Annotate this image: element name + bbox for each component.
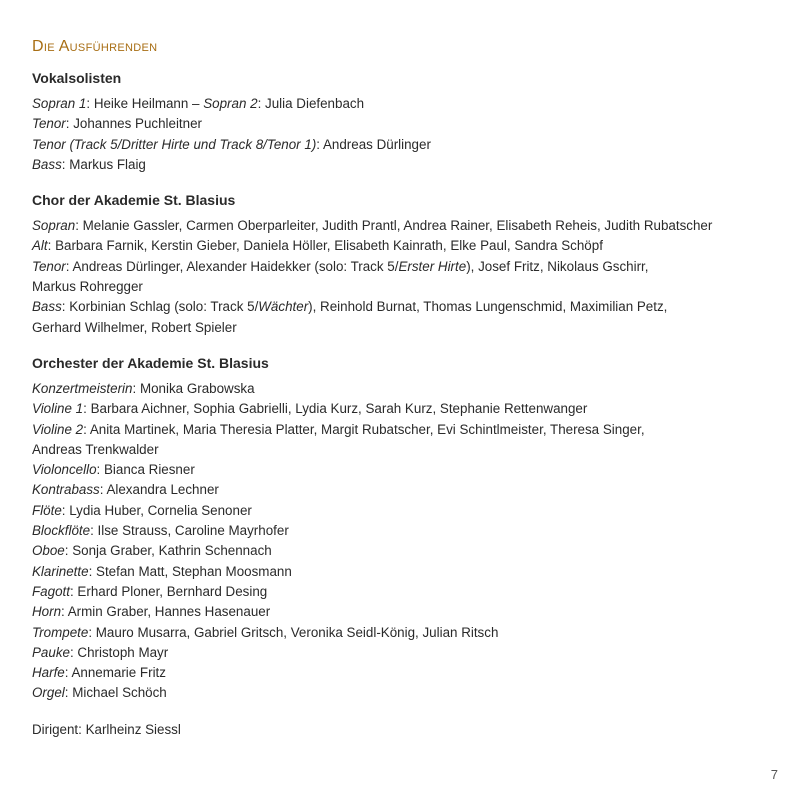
performer-line: [32, 277, 792, 297]
role-label: Flöte: [32, 502, 62, 518]
role-label: Pauke: [32, 644, 70, 660]
separator: :: [64, 665, 72, 681]
performer-line: [32, 236, 792, 256]
performer-line: [32, 683, 792, 703]
role-label: Orgel: [32, 685, 65, 701]
separator: :: [61, 502, 70, 518]
role-label: Horn: [32, 604, 62, 620]
page-title: Die Ausführenden: [32, 38, 158, 55]
chor-lines: [32, 216, 792, 338]
performer-line: [32, 521, 792, 541]
role-label: Violine 1: [32, 401, 84, 417]
performer-names: ), Reinhold Burnat, Thomas Lungenschmid, Maximilian Petz,: [308, 299, 668, 315]
performer-line: [32, 541, 792, 561]
performer-names: Bianca Riesner: [103, 462, 195, 478]
section-heading-orchester: Orchester der Akademie St. Blasius: [32, 354, 269, 371]
performer-names: Johannes Puchleitner: [73, 116, 203, 132]
orchester-lines: [32, 379, 792, 704]
performer-line: [32, 480, 792, 500]
performer-names: Anita Martinek, Maria Theresia Platter, Margit Rubatscher, Evi Schintlmeister, Theresa Singer,: [89, 421, 645, 437]
performer-names: Andreas Dürlinger: [322, 136, 431, 152]
role-label: Tenor (Track 5/Dritter Hirte und Track 8/Tenor 1): [32, 136, 317, 152]
booklet-page: [32, 36, 792, 740]
performer-names: Armin Graber, Hannes Hasenauer: [67, 604, 271, 620]
separator: :: [86, 96, 94, 111]
role-label: Fagott: [32, 583, 70, 599]
vokalsolisten-lines: [32, 94, 792, 175]
performer-line: [32, 155, 792, 175]
performer-names: Markus Flaig: [69, 156, 146, 172]
section-vokalsolisten: [32, 68, 792, 175]
role-label: Sopran: [32, 218, 76, 234]
performer-line: [32, 297, 792, 317]
performer-line: [32, 602, 792, 622]
performer-line: [32, 663, 792, 683]
separator: :: [90, 523, 98, 539]
separator: :: [61, 156, 70, 172]
role-label: Harfe: [32, 665, 65, 681]
performer-line: [32, 135, 792, 155]
separator: :: [61, 604, 68, 620]
role-label: Erster Hirte: [398, 258, 467, 274]
role-label: Violine 2: [32, 421, 84, 437]
performer-names: Barbara Aichner, Sophia Gabrielli, Lydia Kurz, Sarah Kurz, Stephanie Rettenwanger: [90, 401, 588, 417]
separator: :: [75, 218, 83, 234]
performer-names: Alexandra Lechner: [106, 482, 219, 498]
section-heading-vokalsolisten: Vokalsolisten: [32, 70, 122, 86]
performer-line: [32, 582, 792, 602]
performer-names: Erhard Ploner, Bernhard Desing: [77, 583, 268, 599]
separator: :: [132, 380, 140, 396]
role-label: Konzertmeisterin: [32, 380, 133, 396]
role-label: Tenor: [32, 116, 66, 132]
performer-line: [32, 399, 792, 419]
performer-names: Annemarie Fritz: [71, 665, 166, 681]
performer-line: [32, 460, 792, 480]
page-number: 7: [770, 767, 778, 782]
separator: :: [69, 644, 78, 660]
performer-names: Barbara Farnik, Kerstin Gieber, Daniela Höller, Elisabeth Kainrath, Elke Paul, Sandra Schöpf: [55, 238, 603, 254]
section-orchester: [32, 353, 792, 704]
separator: :: [99, 482, 107, 498]
performer-names: ), Josef Fritz, Nikolaus Gschirr,: [466, 258, 649, 274]
performer-line: [32, 318, 792, 338]
performer-names: Lydia Huber, Cornelia Senoner: [69, 502, 252, 518]
performer-line: [32, 420, 792, 440]
role-label: Bass: [32, 156, 62, 172]
performer-names: Gerhard Wilhelmer, Robert Spieler: [32, 319, 237, 335]
performer-names: Monika Grabowska: [139, 380, 255, 396]
separator: :: [88, 563, 97, 579]
performer-line: [32, 114, 792, 134]
performer-names: Melanie Gassler, Carmen Oberparleiter, Judith Prantl, Andrea Rainer, Elisabeth Reheis, Judith Rubatscher: [82, 218, 713, 234]
role-label: Violoncello: [32, 462, 97, 478]
role-label: Trompete: [32, 624, 89, 640]
separator: :: [69, 583, 78, 599]
performer-names: Andreas Trenkwalder: [32, 441, 159, 457]
performer-line: [32, 623, 792, 643]
separator: :: [316, 136, 323, 152]
separator: :: [61, 299, 70, 315]
performer-line: [32, 379, 792, 399]
role-label: Oboe: [32, 543, 65, 559]
performer-names: Michael Schöch: [72, 685, 167, 701]
role-label: Bass: [32, 299, 62, 315]
separator: :: [64, 543, 73, 559]
separator: :: [96, 462, 104, 478]
separator: :: [65, 258, 73, 274]
performer-line: [32, 562, 792, 582]
performer-line: [32, 216, 792, 236]
performer-line: [32, 94, 792, 114]
performer-names: Sonja Graber, Kathrin Schennach: [72, 543, 272, 559]
performer-names: Stefan Matt, Stephan Moosmann: [96, 563, 292, 579]
performer-names: Heike Heilmann –: [93, 96, 204, 111]
role-label: Alt: [32, 238, 48, 254]
performer-names: Ilse Strauss, Caroline Mayrhofer: [97, 523, 289, 539]
role-label: Sopran 1: [32, 96, 87, 111]
performer-line: [32, 440, 792, 460]
role-label: Kontrabass: [32, 482, 100, 498]
performer-line: [32, 643, 792, 663]
role-label: Klarinette: [32, 563, 89, 579]
role-label: Wächter: [258, 299, 309, 315]
separator: :: [65, 116, 74, 132]
performer-names: Markus Rohregger: [32, 279, 143, 295]
section-chor: [32, 190, 792, 338]
separator: :: [47, 238, 56, 254]
role-label: Sopran 2: [203, 96, 258, 111]
separator: :: [88, 624, 96, 640]
role-label: Tenor: [32, 258, 66, 274]
performer-names: Mauro Musarra, Gabriel Gritsch, Veronika Seidl-König, Julian Ritsch: [95, 624, 499, 640]
role-label: Blockflöte: [32, 523, 91, 539]
performer-line: [32, 501, 792, 521]
section-heading-chor: Chor der Akademie St. Blasius: [32, 192, 236, 209]
dirigent-line: Dirigent: Karlheinz Siessl: [32, 721, 181, 737]
performer-names: Korbinian Schlag (solo: Track 5/: [69, 299, 259, 315]
performer-names: Andreas Dürlinger, Alexander Haidekker (solo: Track 5/: [72, 258, 399, 274]
performer-names: Christoph Mayr: [77, 644, 169, 660]
separator: :: [83, 421, 90, 437]
performer-names: : Julia Diefenbach: [257, 96, 365, 111]
performer-line: [32, 257, 792, 277]
separator: :: [83, 401, 91, 417]
separator: :: [64, 685, 73, 701]
